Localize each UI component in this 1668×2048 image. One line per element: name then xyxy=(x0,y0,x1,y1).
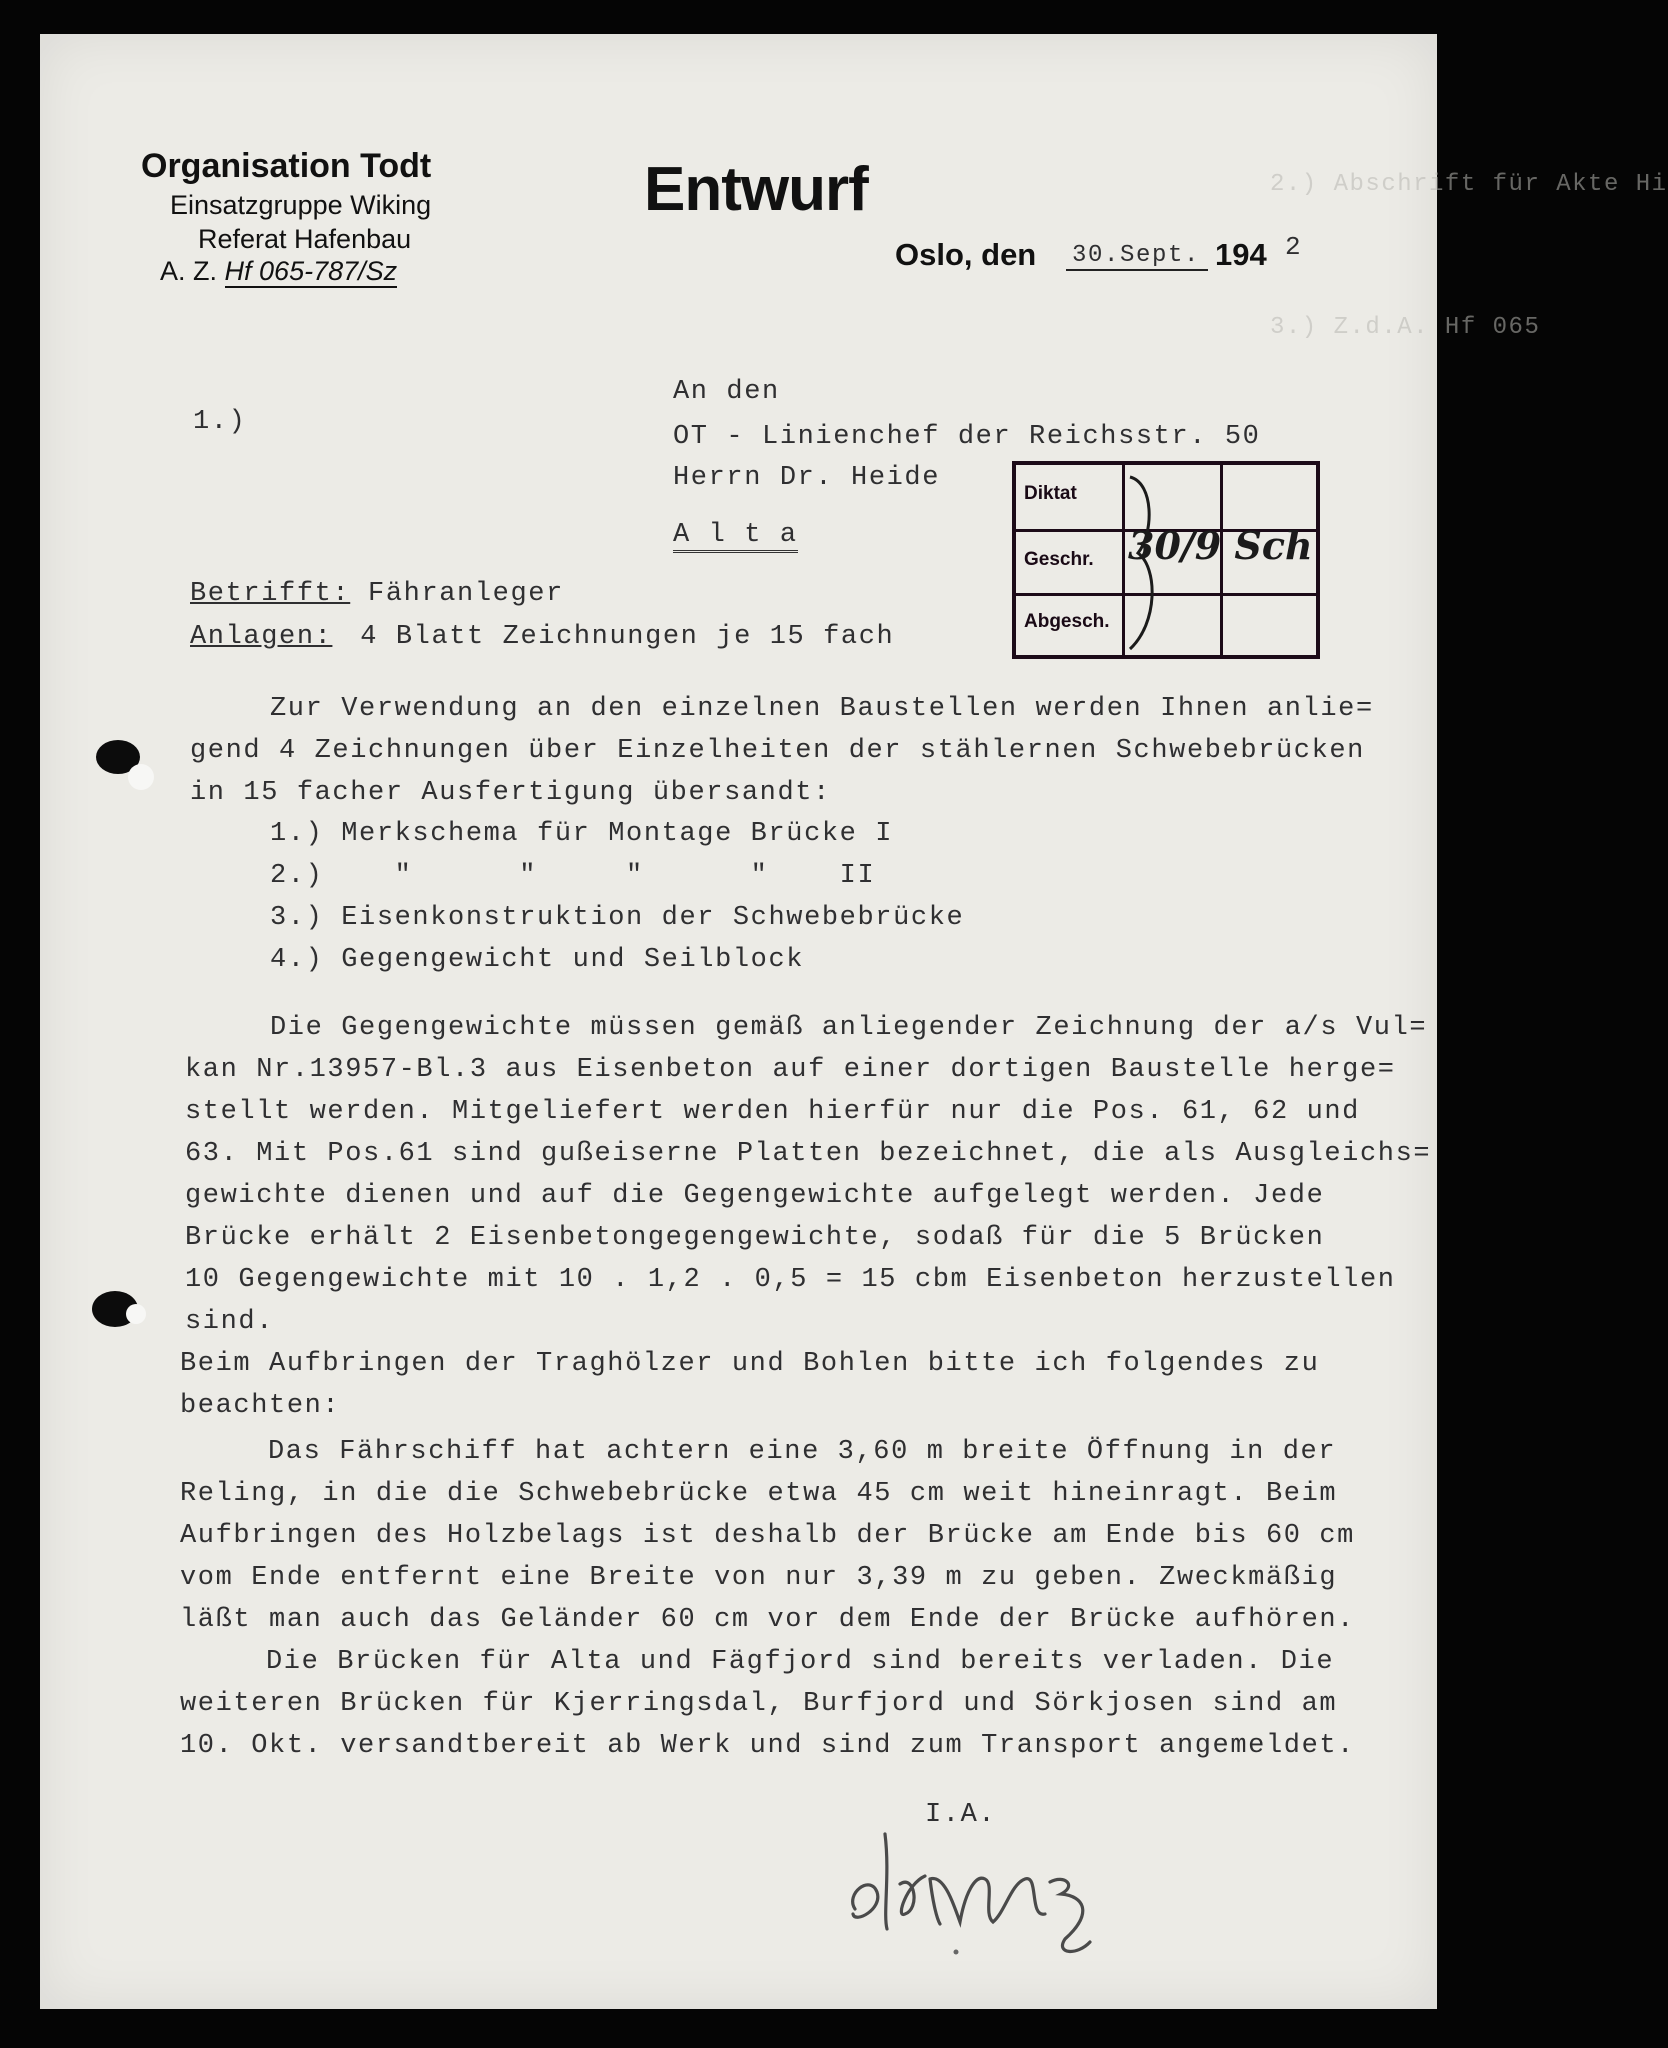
body-line: gend 4 Zeichnungen über Einzelheiten der stählernen Schwebebrücken xyxy=(190,736,1365,766)
body-line: Die Gegengewichte müssen gemäß anliegender Zeichnung der a/s Vul= xyxy=(270,1013,1428,1043)
body-line: stellt werden. Mitgeliefert werden hierfür nur die Pos. 61, 62 und xyxy=(185,1097,1360,1127)
stamp-label-geschr: Geschr. xyxy=(1024,549,1094,570)
punch-hole-2 xyxy=(126,1304,146,1324)
body-line: Aufbringen des Holzbelags ist deshalb der Brücke am Ende bis 60 cm xyxy=(180,1521,1355,1551)
body-line: Beim Aufbringen der Traghölzer und Bohlen bitte ich folgendes zu xyxy=(180,1349,1320,1379)
stamp-label-abgesch: Abgesch. xyxy=(1024,611,1110,632)
recipient-city: A l t a xyxy=(673,520,798,553)
body-line: Das Fährschiff hat achtern eine 3,60 m breite Öffnung in der xyxy=(268,1437,1337,1467)
org-group: Einsatzgruppe Wiking xyxy=(170,190,432,220)
subject-line xyxy=(190,579,564,609)
stamp-handwritten-initials: 30/9 Sch xyxy=(1128,523,1313,568)
recipient-line-3: Herrn Dr. Heide xyxy=(673,463,941,493)
stamp-row-diktat xyxy=(1016,465,1316,532)
recipient-line-2: OT - Linienchef der Reichsstr. 50 xyxy=(673,422,1261,452)
body-line: in 15 facher Ausfertigung übersandt: xyxy=(190,778,831,808)
attachments-value: 4 Blatt Zeichnungen je 15 fach xyxy=(360,622,895,652)
reference-prefix: A. Z. xyxy=(160,256,218,286)
list-item: 2.) " " " " II xyxy=(270,861,876,891)
body-line: kan Nr.13957-Bl.3 aus Eisenbeton auf einer dortigen Baustelle herge= xyxy=(185,1055,1396,1085)
draft-stamp: Entwurf xyxy=(644,155,868,224)
item-number: 1.) xyxy=(193,407,247,437)
body-line: Reling, in die die Schwebebrücke etwa 45 cm weit hineinragt. Beim xyxy=(180,1479,1338,1509)
body-line: Brücke erhält 2 Eisenbetongegengewichte, sodaß für die 5 Brücken xyxy=(185,1223,1325,1253)
subject-label: Betrifft: xyxy=(190,579,351,609)
ghost-text-2: 3.) Z.d.A. Hf 065 xyxy=(1270,314,1541,341)
list-item: 1.) Merkschema für Montage Brücke I xyxy=(270,819,894,849)
reference-line xyxy=(160,256,397,287)
stamp-row-abgesch xyxy=(1016,593,1316,657)
recipient-line-1: An den xyxy=(673,377,780,407)
signature xyxy=(815,1814,1175,1964)
stamp-label-diktat: Diktat xyxy=(1024,483,1077,504)
ghost-text-1: 2.) Abschrift für Akte Hi xyxy=(1270,171,1668,198)
reference-number: Hf 065-787/Sz xyxy=(224,256,398,286)
document-page xyxy=(40,34,1668,2009)
org-department: Referat Hafenbau xyxy=(198,224,412,254)
attachments-line xyxy=(190,622,894,652)
date-value: 30.Sept. xyxy=(1066,242,1208,271)
body-line: 63. Mit Pos.61 sind gußeiserne Platten bezeichnet, die als Ausgleichs= xyxy=(185,1139,1432,1169)
subject-value: Fähranleger xyxy=(368,579,564,609)
closing-ia: I.A. xyxy=(925,1800,997,1830)
list-item: 3.) Eisenkonstruktion der Schwebebrücke xyxy=(270,903,965,933)
body-line: 10 Gegengewichte mit 10 . 1,2 . 0,5 = 15 cbm Eisenbeton herzustellen xyxy=(185,1265,1396,1295)
body-line: gewichte dienen und auf die Gegengewichte aufgelegt werden. Jede xyxy=(185,1181,1325,1211)
body-line: vom Ende entfernt eine Breite von nur 3,39 m zu geben. Zweckmäßig xyxy=(180,1563,1338,1593)
date-year-printed: 194 xyxy=(1215,237,1267,272)
body-line: weiteren Brücken für Kjerringsdal, Burfjord und Sörkjosen sind am xyxy=(180,1689,1338,1719)
body-line: Die Brücken für Alta und Fägfjord sind bereits verladen. Die xyxy=(266,1647,1335,1677)
punch-hole-1 xyxy=(128,764,154,790)
body-line: 10. Okt. versandtbereit ab Werk und sind zum Transport angemeldet. xyxy=(180,1731,1355,1761)
control-stamp-box xyxy=(1012,461,1320,659)
date-year-typed: 2 xyxy=(1285,232,1303,262)
stamp-brace xyxy=(1124,473,1164,653)
attachments-label: Anlagen: xyxy=(190,622,333,652)
body-line: Zur Verwendung an den einzelnen Baustellen werden Ihnen anlie= xyxy=(270,694,1374,724)
list-item: 4.) Gegengewicht und Seilblock xyxy=(270,945,805,975)
body-line: läßt man auch das Geländer 60 cm vor dem Ende der Brücke aufhören. xyxy=(180,1605,1355,1635)
body-line: sind. xyxy=(185,1307,275,1337)
org-name: Organisation Todt xyxy=(141,147,432,185)
date-label: Oslo, den xyxy=(895,237,1037,272)
body-line: beachten: xyxy=(180,1391,341,1421)
